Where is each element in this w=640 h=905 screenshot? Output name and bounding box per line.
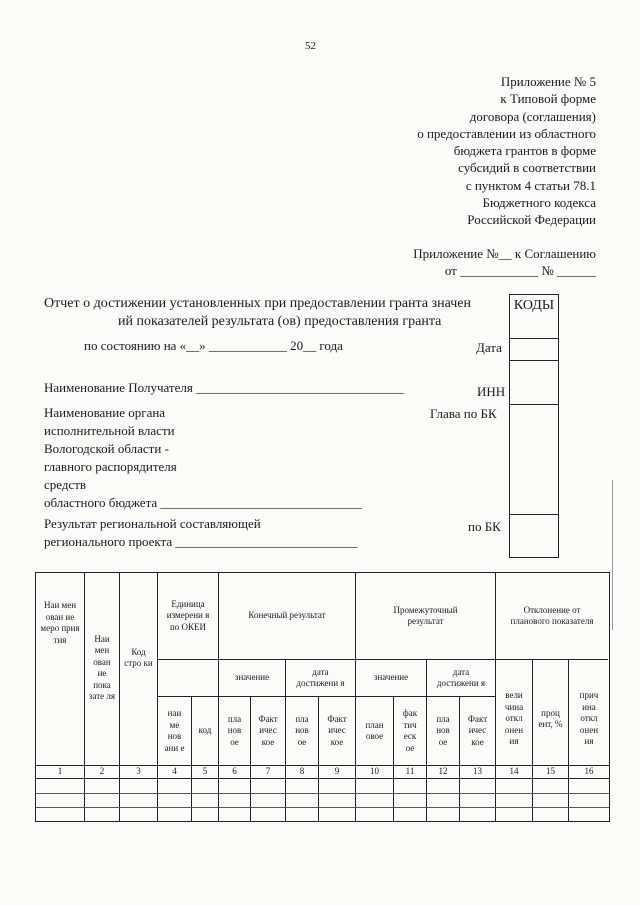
- appendix-line: Российской Федерации: [467, 212, 596, 228]
- header-interim-value: значение: [373, 672, 409, 683]
- appendix-block: [356, 73, 596, 229]
- as-of-date: по состоянию на «__» ____________ 20__ года: [84, 338, 343, 353]
- column-number: 16: [584, 766, 594, 777]
- codes-header: КОДЫ: [510, 295, 558, 339]
- header-deviation: Отклонение от планового показателя: [510, 604, 594, 626]
- scan-edge-line: [612, 480, 613, 630]
- header-deviation-percent: проц ент, %: [538, 707, 563, 729]
- appendix-line: Приложение № 5: [500, 74, 596, 89]
- report-title-line: Отчет о достижении установленных при предоставлении гранта значен: [44, 296, 471, 311]
- label-po-bk: по БК: [468, 519, 501, 534]
- column-number: 11: [405, 766, 415, 777]
- code-cell-glava: [510, 405, 558, 515]
- table-hline: [36, 778, 609, 779]
- authority-line: исполнительной власти: [44, 423, 175, 438]
- codes-box: [509, 294, 559, 558]
- report-title-line: ий показателей результата (ов) предоставления гранта: [118, 314, 442, 329]
- header-final-fact-date: Факт ичес кое: [327, 713, 347, 747]
- column-number: 7: [265, 766, 271, 777]
- result-line: Результат региональной составляющей: [44, 516, 261, 531]
- header-final-fact-value: Факт ичес кое: [258, 713, 278, 747]
- column-number: 6: [232, 766, 237, 777]
- label-date: Дата: [476, 340, 502, 355]
- page-number: 52: [305, 40, 316, 52]
- appendix-line: к Типовой форме: [500, 91, 596, 107]
- column-number: 2: [99, 766, 105, 777]
- header-indicator-name: Наи мен ован ие пока зате ля: [88, 633, 116, 701]
- report-title: [44, 295, 514, 331]
- label-inn: ИНН: [477, 384, 506, 399]
- header-interim-result: Промежуточный результат: [393, 604, 458, 626]
- column-number: 1: [57, 766, 63, 777]
- table-hline: [36, 793, 609, 794]
- appendix-line: бюджета грантов в форме: [453, 143, 596, 159]
- column-number: 3: [136, 766, 141, 777]
- result-line: регионального проекта ____________________________: [44, 534, 358, 549]
- authority-line: Вологодской области -: [44, 441, 169, 456]
- report-table: [35, 572, 610, 822]
- appendix-line: субсидий в соответствии: [458, 160, 596, 176]
- header-final-date: дата достижени я: [296, 666, 345, 688]
- header-event-name: Наи мен ован ие меро прия тия: [40, 600, 80, 645]
- code-cell-bk: [510, 515, 558, 557]
- column-number: 8: [299, 766, 305, 777]
- header-line-code: Код стро ки: [124, 646, 153, 668]
- header-interim-fact-date: Факт ичес кое: [467, 713, 488, 747]
- appendix-line: Бюджетного кодекса: [482, 195, 596, 211]
- agreement-line: от ____________ № ______: [444, 263, 596, 278]
- table-vline: [119, 573, 120, 821]
- column-number: 10: [370, 766, 379, 777]
- code-cell-inn: [510, 361, 558, 405]
- header-unit-okei: Единица измерени я по ОКЕИ: [166, 598, 210, 632]
- header-deviation-reason: прич ина откл онен ия: [579, 690, 599, 747]
- label-glava-bk: Глава по БК: [430, 406, 497, 421]
- header-deviation-value: вели чина откл онен ия: [504, 690, 524, 747]
- authority-field: [44, 404, 362, 512]
- recipient-field: Наименование Получателя ________________________________: [44, 380, 405, 395]
- header-final-value: значение: [234, 672, 270, 683]
- agreement-line: Приложение №__ к Соглашению: [413, 246, 596, 261]
- appendix-line: с пунктом 4 статьи 78.1: [465, 177, 596, 193]
- column-number: 13: [473, 766, 482, 777]
- authority-line: областного бюджета _______________________________: [44, 495, 362, 510]
- appendix-line: договора (соглашения): [469, 108, 596, 124]
- column-number: 5: [202, 766, 208, 777]
- header-interim-date: дата достижени я: [436, 666, 486, 688]
- column-number: 4: [172, 766, 177, 777]
- header-final-plan-value: пла нов ое: [227, 713, 242, 747]
- table-hline: [36, 807, 609, 808]
- header-interim-fact-value: фак тич еск ое: [402, 708, 418, 753]
- header-final-plan-date: пла нов ое: [295, 713, 309, 747]
- authority-line: Наименование органа: [44, 405, 166, 420]
- header-interim-plan-value: план овое: [365, 719, 384, 741]
- header-final-result: Конечный результат: [248, 610, 326, 621]
- column-number: 15: [546, 766, 555, 777]
- result-field: [44, 515, 357, 551]
- column-number: 12: [438, 766, 448, 777]
- agreement-block: [336, 245, 596, 279]
- column-number: 14: [509, 766, 519, 777]
- authority-line: главного распорядителя: [44, 459, 177, 474]
- authority-line: средств: [44, 477, 87, 492]
- column-number: 9: [334, 766, 340, 777]
- code-cell-date: [510, 339, 558, 361]
- header-unit-name: наи ме нов ани е: [164, 708, 185, 753]
- header-interim-plan-date: пла нов ое: [436, 713, 450, 747]
- header-unit-code: код: [198, 725, 212, 736]
- appendix-line: о предоставлении из областного: [417, 125, 596, 141]
